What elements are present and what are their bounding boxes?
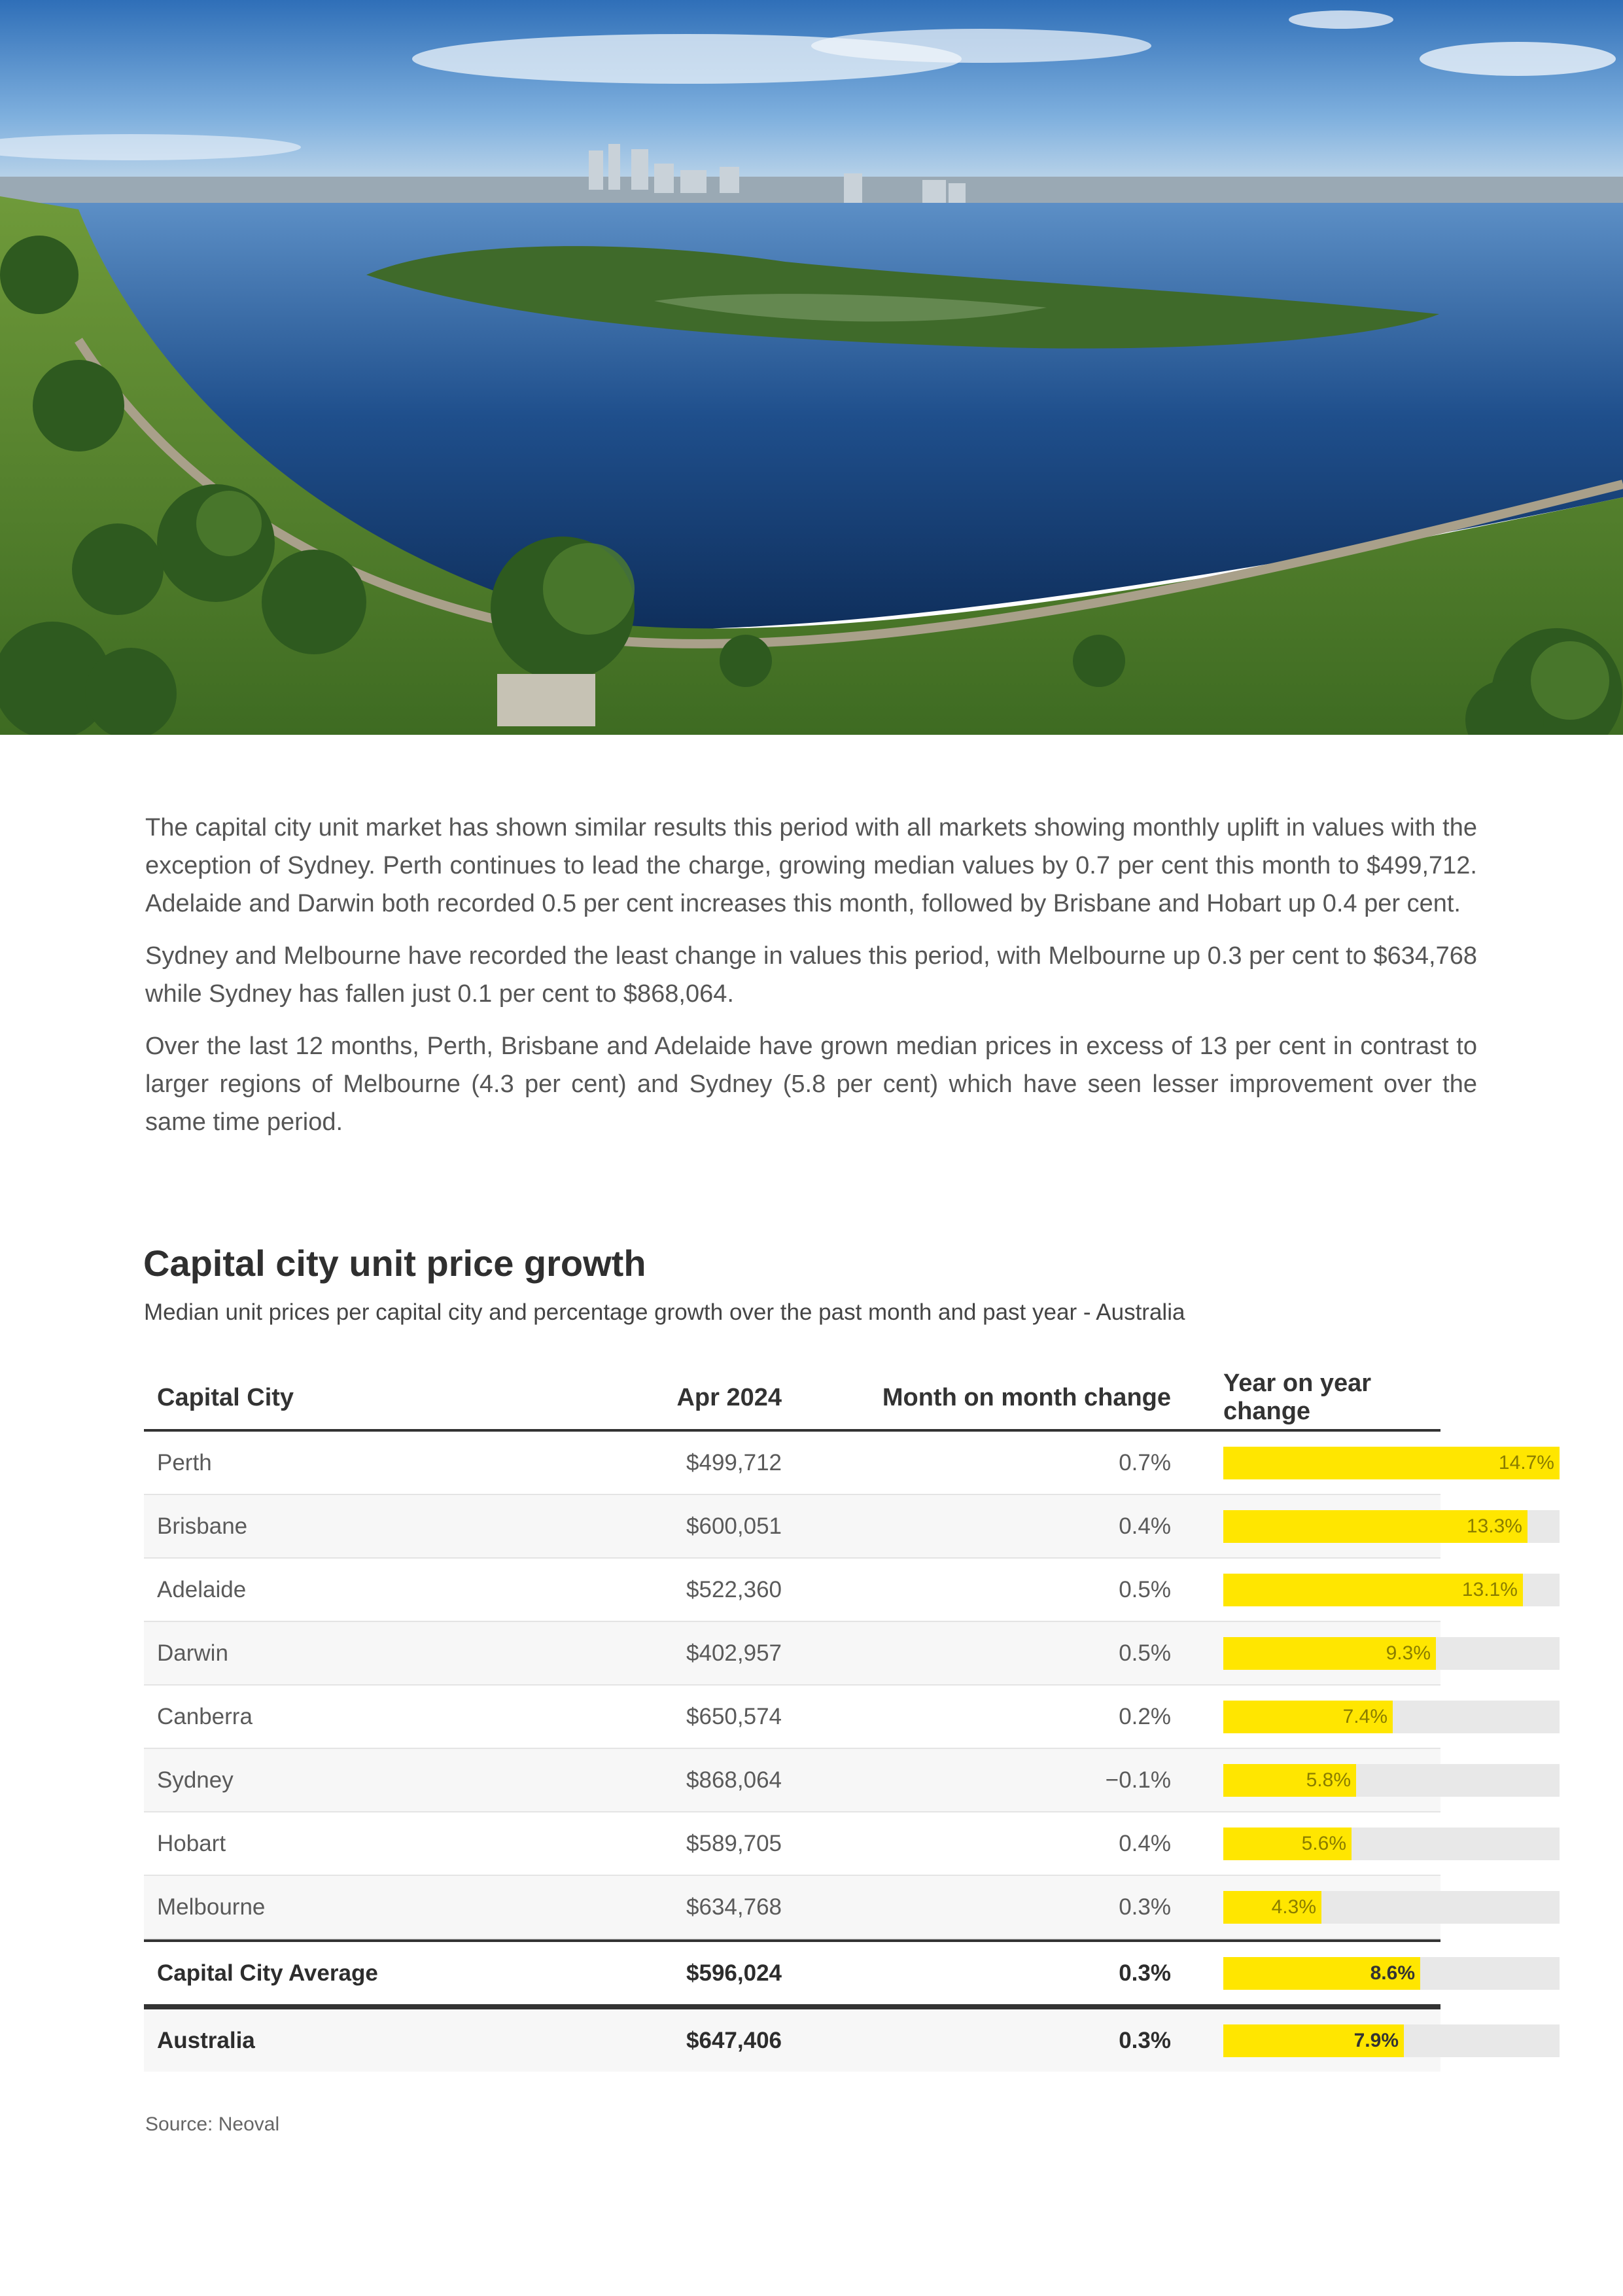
price-cell: $596,024	[686, 1960, 782, 1986]
table-body	[144, 1432, 1554, 2072]
price-cell: $600,051	[686, 1513, 782, 1539]
table-row	[144, 1622, 1440, 1686]
table-row	[144, 1749, 1440, 1812]
year-change-bar-track	[1223, 1574, 1560, 1606]
table-row	[144, 1559, 1518, 1622]
year-change-label: 13.3%	[1466, 1515, 1522, 1537]
city-cell: Adelaide	[157, 1576, 247, 1602]
year-change-label: 5.6%	[1301, 1832, 1346, 1854]
table-row	[144, 1495, 1522, 1559]
table-subtitle: Median unit prices per capital city and percentage growth over the past month and past year - Australia	[144, 1299, 1185, 1325]
table-title: Capital city unit price growth	[143, 1243, 646, 1284]
year-change-label: 4.3%	[1271, 1896, 1316, 1918]
table-total-row	[144, 1939, 1440, 2007]
year-change-cell	[1171, 1447, 1554, 1479]
year-change-cell	[1171, 1891, 1440, 1924]
year-change-cell	[1171, 1701, 1440, 1733]
city-cell: Sydney	[157, 1767, 234, 1793]
price-cell: $868,064	[686, 1767, 782, 1793]
header-month-on-month: Month on month change	[882, 1383, 1171, 1411]
year-change-cell	[1171, 2024, 1440, 2057]
header-capital-city: Capital City	[157, 1383, 294, 1411]
table-row	[144, 1686, 1440, 1749]
price-cell: $402,957	[686, 1640, 782, 1666]
year-change-bar-track	[1223, 2024, 1560, 2057]
year-change-bar-track	[1223, 1447, 1560, 1479]
year-change-label: 7.9%	[1353, 2029, 1399, 2051]
year-change-cell	[1171, 1637, 1440, 1670]
price-cell: $589,705	[686, 1830, 782, 1856]
table-row	[144, 1812, 1440, 1876]
price-cell: $522,360	[686, 1576, 782, 1602]
month-change-cell: 0.5%	[1119, 1576, 1171, 1602]
year-change-label: 14.7%	[1498, 1451, 1554, 1474]
year-change-cell	[1171, 1828, 1440, 1860]
table-row	[144, 1876, 1440, 1939]
month-change-cell: 0.3%	[1119, 1960, 1171, 1986]
year-change-bar-track	[1223, 1828, 1560, 1860]
city-cell: Melbourne	[157, 1894, 266, 1920]
table-header-row	[144, 1366, 1440, 1432]
price-growth-table	[144, 1366, 1554, 2072]
header-year-on-year: Year on year change	[1223, 1369, 1372, 1425]
city-cell: Capital City Average	[157, 1960, 378, 1986]
header-apr-2024: Apr 2024	[676, 1383, 782, 1411]
year-change-label: 5.8%	[1306, 1769, 1351, 1791]
year-change-label: 8.6%	[1370, 1962, 1415, 1984]
price-cell: $647,406	[686, 2027, 782, 2053]
hero-photo	[0, 0, 1623, 735]
price-cell: $499,712	[686, 1449, 782, 1475]
city-cell: Brisbane	[157, 1513, 248, 1539]
year-change-bar-track	[1223, 1510, 1560, 1543]
year-change-label: 13.1%	[1461, 1578, 1518, 1600]
month-change-cell: 0.3%	[1119, 1894, 1171, 1920]
month-change-cell: −0.1%	[1105, 1767, 1171, 1793]
year-change-bar-track	[1223, 1764, 1560, 1797]
intro-paragraph: The capital city unit market has shown similar results this period with all markets showing monthly uplift in values with the exception of Sydney. Perth continues to lead the charge, growing median values by 0.7 per cent this month to $499,712. Adelaide and Darwin both recorded 0.5 per cent increases this month, followed by Brisbane and Hobart up 0.4 per cent.	[145, 814, 1477, 917]
source-note: Source: Neoval	[145, 2113, 280, 2135]
year-change-cell	[1171, 1764, 1440, 1797]
price-cell: $650,574	[686, 1703, 782, 1729]
intro-paragraph: Sydney and Melbourne have recorded the least change in values this period, with Melbourne up 0.3 per cent to $634,768 while Sydney has fallen just 0.1 per cent to $868,064.	[145, 942, 1477, 1008]
city-cell: Hobart	[157, 1830, 226, 1856]
city-cell: Darwin	[157, 1640, 228, 1666]
city-cell: Canberra	[157, 1703, 253, 1729]
month-change-cell: 0.7%	[1119, 1449, 1171, 1475]
city-cell: Australia	[157, 2027, 255, 2053]
month-change-cell: 0.3%	[1119, 2027, 1171, 2053]
month-change-cell: 0.4%	[1119, 1830, 1171, 1856]
year-change-bar-track	[1223, 1891, 1560, 1924]
city-cell: Perth	[157, 1449, 212, 1475]
table-total-row	[144, 2007, 1440, 2072]
table-row	[144, 1432, 1554, 1495]
month-change-cell: 0.4%	[1119, 1513, 1171, 1539]
year-change-bar-track	[1223, 1637, 1560, 1670]
intro-paragraph: Over the last 12 months, Perth, Brisbane and Adelaide have grown median prices in excess of 13 per cent in contrast to larger regions of Melbourne (4.3 per cent) and Sydney (5.8 per cent) which have seen lesser improvement over the same time period.	[145, 1033, 1477, 1136]
price-cell: $634,768	[686, 1894, 782, 1920]
year-change-bar-track	[1223, 1957, 1560, 1990]
year-change-bar-track	[1223, 1701, 1560, 1733]
year-change-cell	[1171, 1957, 1440, 1990]
month-change-cell: 0.5%	[1119, 1640, 1171, 1666]
intro-text	[145, 809, 1477, 1156]
year-change-label: 7.4%	[1342, 1705, 1387, 1727]
year-change-cell	[1171, 1510, 1522, 1543]
month-change-cell: 0.2%	[1119, 1703, 1171, 1729]
year-change-label: 9.3%	[1386, 1642, 1431, 1664]
year-change-cell	[1171, 1574, 1518, 1606]
